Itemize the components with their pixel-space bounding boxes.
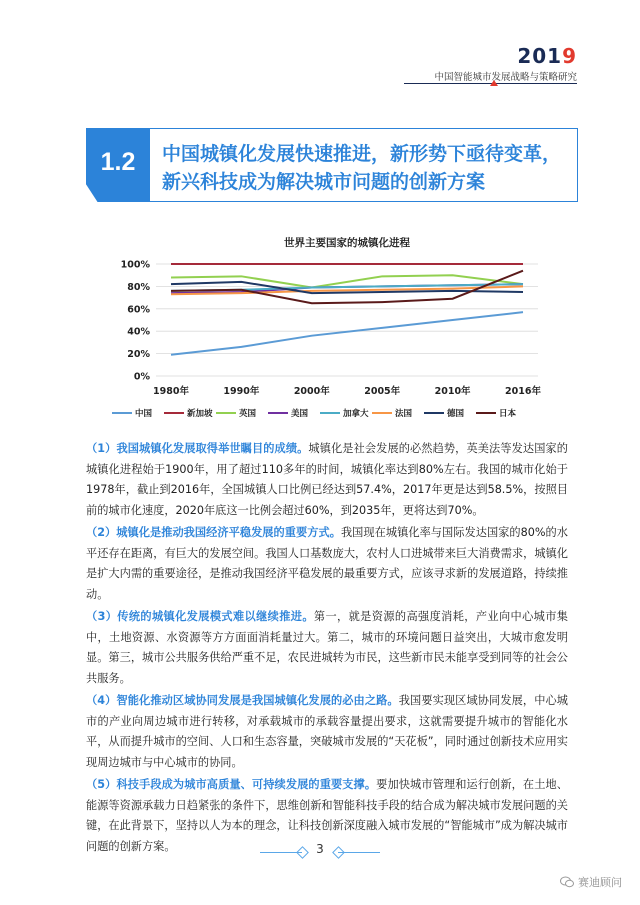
legend-label: 加拿大 [343, 409, 369, 419]
page-footer [0, 842, 640, 862]
paragraph-lead: （3）传统的城镇化发展模式难以继续推进。 [86, 610, 314, 623]
footer-rule-right [338, 852, 380, 853]
legend-label: 德国 [447, 409, 465, 419]
header-triangle-icon [490, 80, 498, 86]
section-number: 1.2 [100, 148, 136, 176]
chart-title: 世界主要国家的城镇化进程 [284, 237, 410, 249]
paragraph-lead: （5）科技手段成为城市高质量、可持续发展的重要支撑。 [86, 778, 377, 791]
section-title-line1: 中国城镇化发展快速推进，新形势下亟待变革， [162, 143, 562, 165]
x-tick-label: 2010年 [434, 386, 471, 397]
paragraph-lead: （1）我国城镇化发展取得举世瞩目的成绩。 [86, 442, 309, 455]
x-tick-label: 2005年 [364, 386, 401, 397]
report-year: 2019 [517, 44, 577, 68]
paragraph [86, 523, 568, 605]
legend-label: 中国 [135, 409, 153, 419]
y-tick-label: 40% [127, 326, 150, 338]
paragraph-lead: （2）城镇化是推动我国经济平稳发展的重要方式。 [86, 526, 341, 539]
x-tick-label: 1980年 [153, 386, 189, 397]
body-text [86, 439, 568, 859]
y-tick-label: 0% [133, 371, 150, 383]
paragraph [86, 439, 568, 521]
urbanization-chart [108, 230, 548, 430]
legend-label: 新加坡 [187, 409, 213, 419]
y-tick-label: 20% [127, 349, 150, 361]
section-title [162, 140, 582, 196]
paragraph-text: 城镇化是社会发展的必然趋势，英美法等发达国家的城镇化进程始于1900年，用了超过110多年的时间，城镇化率达到80%左右。我国的城市化始于1978年，截止到2016年，全国城镇人口比例已经达到57.4%，2017年更是达到58.5%，按照目前的城市化速度，2020年底这一比例会超过60%，到2035年，更将达到70%。 [86, 442, 568, 517]
series-line-0 [171, 312, 523, 355]
legend-label: 英国 [239, 409, 257, 419]
y-tick-label: 100% [120, 259, 150, 271]
x-tick-label: 2000年 [293, 386, 330, 397]
legend-label: 美国 [291, 409, 309, 419]
watermark [560, 874, 622, 890]
page-number: 3 [316, 842, 324, 856]
x-tick-label: 1990年 [223, 386, 260, 397]
report-subtitle: 中国智能城市发展战略与策略研究 [434, 72, 577, 83]
watermark-text: 赛迪顾问 [578, 876, 622, 889]
paragraph-lead: （4）智能化推动区域协同发展是我国城镇化发展的必由之路。 [86, 694, 399, 707]
paragraph-text: 要加快城市管理和运行创新，在土地、能源等资源承载力日趋紧张的条件下，思维创新和智能科技手段的结合成为解决城市发展问题的关键，在此背景下，坚持以人为本的理念，让科技创新深度融入城市发展的“智能城市”成为解决城市问题的创新方案。 [86, 778, 568, 853]
y-tick-label: 60% [127, 304, 150, 316]
y-tick-label: 80% [127, 281, 150, 293]
paragraph-text: 我国现在城镇化率与国际发达国家的80%的水平还存在距离，有巨大的发展空间。我国人口基数庞大，农村人口进城带来巨大消费需求，城镇化是扩大内需的重要途径，是推动我国经济平稳发展的最重要方式，应该寻求新的发展道路，持续推动。 [86, 526, 568, 601]
paragraph [86, 607, 568, 689]
paragraph-text: 第一，就是资源的高强度消耗，产业向中心城市集中，土地资源、水资源等方方面面消耗量过大。第二，城市的环境问题日益突出，大城市愈发明显。第三，城市公共服务供给严重不足，农民进城转为市民，这些新市民未能享受到同等的社会公共服务。 [86, 610, 568, 685]
paragraph [86, 691, 568, 773]
x-tick-label: 2016年 [505, 386, 541, 397]
footer-diamond-left-icon [296, 846, 309, 859]
legend-label: 法国 [395, 409, 413, 419]
wechat-icon [560, 876, 574, 888]
legend-label: 日本 [499, 409, 517, 419]
paragraph-text: 我国要实现区域协同发展，中心城市的产业向周边城市进行转移，对承载城市的承载容量提出要求，这就需要提升城市的智能化水平，从而提升城市的空间、人口和生态容量，突破城市发展的“天花板”，同时通过创新技术应用实现周边城市与中心城市的协同。 [86, 694, 568, 769]
section-title-line2: 新兴科技成为解决城市问题的创新方案 [162, 171, 486, 193]
